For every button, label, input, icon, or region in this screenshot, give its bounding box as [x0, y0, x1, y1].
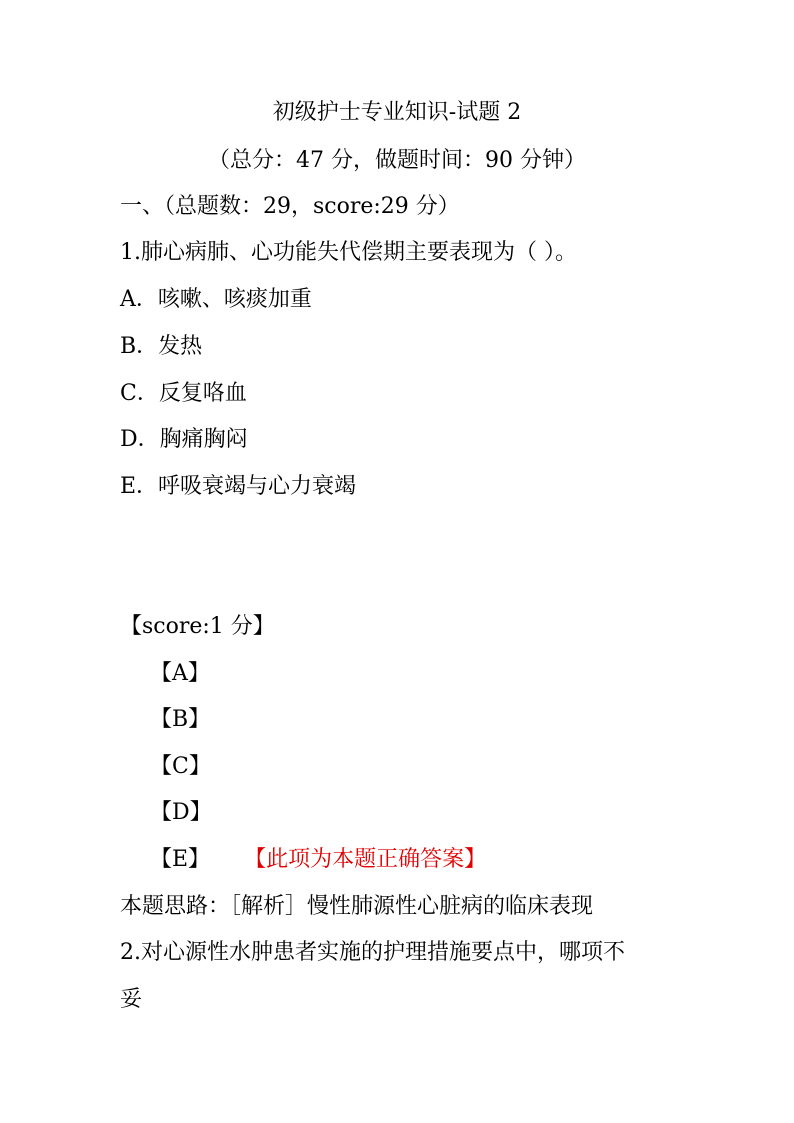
question-1-analysis: 本题思路：［解析］慢性肺源性心脏病的临床表现: [120, 894, 594, 919]
answer-b: 【B】: [150, 707, 211, 732]
question-1-option-e: E．呼吸衰竭与心力衰竭: [120, 474, 357, 499]
question-1-score: 【score:1 分】: [120, 614, 275, 639]
question-2-stem-line-1: 2.对心源性水肿患者实施的护理措施要点中，哪项不: [120, 940, 625, 965]
answer-c: 【C】: [150, 754, 211, 779]
answer-e-row: [150, 845, 486, 875]
question-1-option-c: C．反复咯血: [120, 381, 247, 406]
answer-e: 【E】: [150, 847, 211, 872]
answer-d: 【D】: [150, 800, 212, 825]
document-title: 初级护士专业知识-试题 2: [272, 100, 522, 125]
question-1-stem: 1.肺心病肺、心功能失代偿期主要表现为（ ）。: [120, 240, 577, 265]
question-2-stem-line-2: 妥: [120, 987, 143, 1012]
question-1-option-a: A．咳嗽、咳痰加重: [120, 287, 312, 312]
question-1-option-d: D．胸痛胸闷: [120, 427, 248, 452]
answer-a: 【A】: [150, 661, 210, 686]
section-heading: 一、（总题数：29，score:29 分）: [120, 194, 460, 219]
correct-answer-note: 【此项为本题正确答案】: [244, 847, 487, 872]
document-subtitle: （总分：47 分，做题时间：90 分钟）: [208, 148, 586, 173]
question-1-option-b: B．发热: [120, 334, 203, 359]
